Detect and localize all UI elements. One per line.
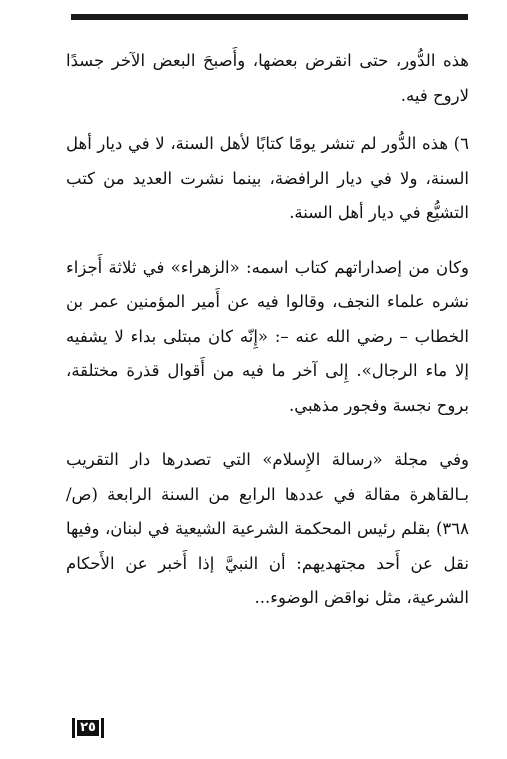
page-number-box — [70, 718, 106, 738]
page-number-bar-right — [101, 718, 104, 738]
page-number: ٢٥ — [77, 720, 99, 736]
paragraph-continuation: هذه الدُّور، حتى انقرض بعضها، وأَصبحَ البعض الآخر جسدًا لاروح فيه. — [66, 51, 469, 105]
paragraph-risalat-al-islam: وفي مجلة «رسالة الإِسلام» التي تصدرها دار التقريب بـالقاهرة مقالة في عددها الرابع من السنة الرابعة (ص/٣٦٨) بقلم رئيس المحكمة الشرعية الشيعية في لبنان، وفيها نقل عن أَحد مجتهديهم: أن النبيَّ إذا أَخبر عن الأَحكام الشرعية، مثل نواقض الوضوء... — [66, 450, 469, 607]
paragraph-item-6: ٦) هذه الدُّور لم تنشر يومًا كتابًا لأهل السنة، لا في ديار أهل السنة، ولا في ديار الرافضة، بينما نشرت العديد من كتب التشيُّع في ديار أهل السنة. — [66, 134, 469, 222]
page-body — [66, 44, 469, 616]
page-number-bar-left — [72, 718, 75, 738]
paragraph-zahra: وكان من إصداراتهم كتاب اسمه: «الزهراء» في ثلاثة أَجزاء نشره علماء النجف، وقالوا فيه عن أَمير المؤمنين عمر بن الخطاب – رضي الله عنه –: «إِنّه كان مبتلى بداء لا يشفيه إلا ماء الرجال». إِلى آخر ما فيه من أَقوال قذرة مختلقة، بروح نجسة وفجور مذهبي. — [66, 257, 469, 415]
top-rule — [71, 14, 468, 20]
